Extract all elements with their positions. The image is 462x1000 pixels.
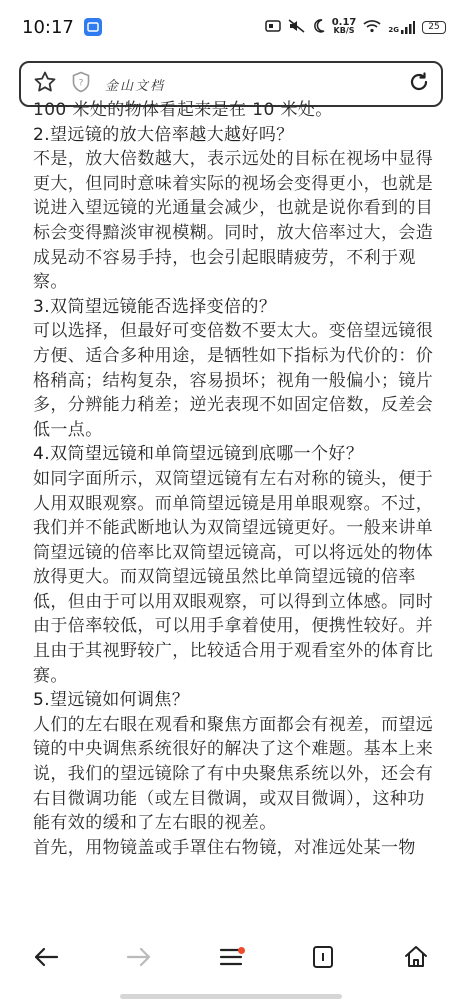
- wifi-icon: [363, 19, 381, 36]
- article-heading: 3.双筒望远镜能否选择变倍的？: [33, 296, 277, 317]
- signal-label: 2G: [388, 25, 399, 34]
- battery-indicator: 25: [422, 21, 446, 34]
- notification-badge: [238, 947, 245, 954]
- status-bar: [0, 0, 462, 54]
- article-scroll: [33, 98, 437, 860]
- shield-icon[interactable]: [71, 71, 91, 97]
- star-icon[interactable]: [33, 70, 57, 98]
- svg-text:?: ?: [78, 78, 84, 89]
- bottom-navigation: [0, 922, 462, 992]
- menu-button[interactable]: [206, 932, 256, 982]
- mute-icon: [288, 19, 306, 36]
- article-paragraph: 不是，放大倍数越大，表示远处的目标在视场中显得更大，但同时意味着实际的视场会变得更小，也就是说进入望远镜的光通量会减少，也就是说你看到的目标会变得黯淡审视模糊。同时，放大倍率过大，会造成晃动不容易手持，也会引起眼睛疲劳，不利于观察。: [33, 149, 434, 293]
- network-speed: [332, 19, 357, 35]
- tabs-icon: [312, 945, 334, 969]
- network-speed-value: 0.17: [331, 17, 357, 28]
- arrow-left-icon: [33, 946, 59, 968]
- article-paragraph: 100 米处的物体看起来是在 10 米处。: [33, 100, 333, 120]
- back-button[interactable]: [21, 932, 71, 982]
- article-paragraph: 如同字面所示，双筒望远镜有左右对称的镜头，便于人用双眼观察。而单筒望远镜是用单眼观察。不过，我们并不能武断地认为双筒望远镜更好。一般来讲单筒望远镜的倍率比双筒望远镜高，可以将远处的物体放得更大。而双筒望远镜虽然比单筒望远镜的倍率低，但由于可以用双眼观察，可以得到立体感。同时由于倍率较低，可以用手拿着使用，便携性较好。并且由于其视野较广，比较适合用于观看室外的体育比赛。: [33, 468, 434, 686]
- network-speed-unit: KB/S: [333, 26, 355, 35]
- home-icon: [403, 945, 429, 969]
- article-content[interactable]: [33, 100, 437, 920]
- article-paragraph: 人们的左右眼在观看和聚焦方面都会有视差，而望远镜的中央调焦系统很好的解决了这个难题。基本上来说，我们的望远镜除了有中央聚焦系统以外，还会有右目微调功能（或左目微调，或双目微调），这种功能有效的缓和了左右眼的视差。: [33, 714, 434, 834]
- signal-icon: [388, 21, 415, 34]
- arrow-right-icon: [126, 946, 152, 968]
- app-notification-icon: [84, 18, 102, 36]
- status-time: 10:17: [22, 16, 74, 38]
- forward-button[interactable]: [114, 932, 164, 982]
- tabs-button[interactable]: [298, 932, 348, 982]
- reload-icon[interactable]: [407, 70, 431, 98]
- article-heading: 2.望远镜的放大倍率越大越好吗？: [33, 124, 294, 145]
- nfc-icon: [265, 19, 281, 36]
- article-heading: 4.双筒望远镜和单筒望远镜到底哪一个好？: [33, 444, 364, 465]
- article-paragraph: 首先，用物镜盖或手罩住右物镜，对准远处某一物: [33, 837, 416, 858]
- moon-icon: [313, 19, 325, 36]
- home-indicator[interactable]: [120, 994, 342, 999]
- article-heading: 5.望远镜如何调焦？: [33, 690, 190, 711]
- home-button[interactable]: [391, 932, 441, 982]
- article-paragraph: 可以选择，但最好可变倍数不要太大。变倍望远镜很方便、适合多种用途，是牺牲如下指标为代价的：价格稍高；结构复杂，容易损坏；视角一般偏小；镜片多，分辨能力稍差；逆光表现不如固定倍数，反差会低一点。: [33, 321, 434, 440]
- site-title[interactable]: 金山文档: [105, 78, 166, 94]
